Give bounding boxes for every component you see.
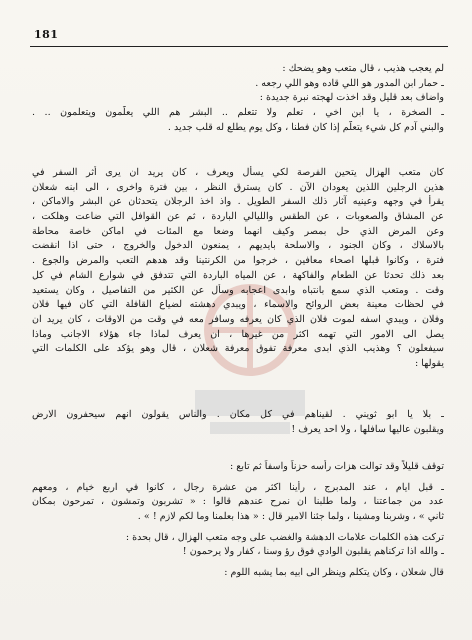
- header-rule: [30, 46, 448, 47]
- text-line: وفلان ، ويبدي اسفه لموت فلان الذي كان يعرفه وسافر معه في وقت من الاوقات ، كان يريد ان: [32, 313, 444, 325]
- text-line: يقولها :: [414, 357, 444, 369]
- text-line: ـ والله اذا تركناهم يقلبون الوادي فوق رؤ وسنا ، كفار ولا يرحمون !: [182, 546, 444, 558]
- text-line: ـ قبل ايام ، عند المدبرج ، رأينا اكثر من عشرة رجال ، كانوا في اربع خيام ، ومعهم: [32, 481, 444, 493]
- text-line: والبني آدم كل شيء يتعلّم إذا كان فطنا ، وكل يوم يطلع له قلب جديد .: [167, 121, 444, 133]
- text-line: ثاني » ، وشربنا ومشينا ، ولما جئنا الامير قال : « هذا بعلمنا وما لكم لازم ! » .: [137, 511, 444, 523]
- text-line: وقت . ومتعب الذي سمع بانتباه وابدى اعجابه وسأل عن الكثير من التفاصيل ، وكان يستعيد: [32, 284, 444, 296]
- text-line: لم يعجب هذيب ، قال متعب وهو يضحك :: [282, 63, 444, 74]
- dialogue-block-opening: [32, 62, 444, 135]
- text-line: ـ الصخرة ، يا ابن اخي ، تعلم ولا تتعلم .. البشر هم اللي يعلّمون ويتعلمون .. .: [32, 107, 444, 119]
- text-line: ويقلبون عاليها سافلها ، ولا احد يعرف !: [291, 423, 444, 435]
- text-line: يصل الى الامور التي تهمه اكثر من غيرها ، ان يعرف لماذا جاء هؤلاء الاجانب وماذا: [32, 328, 444, 340]
- text-line: سيفعلون ؟ وهذيب الذي ابدى معرفة تفوق معرفة شعلان ، قال وهو يؤكد على الكلمات التي: [32, 343, 444, 355]
- text-line: عن المشاق والصعوبات ، عن الطقس والليالي الباردة ، ثم عن القوافل التي ضاعت وهلكت ،: [32, 211, 444, 223]
- dialogue-block-closing: [32, 460, 444, 581]
- page-number: 181: [34, 28, 59, 41]
- text-line: كان متعب الهزال يتحين الفرصة لكي يسأل ويعرف ، كان يريد ان يرى أثر السفر في: [32, 167, 444, 178]
- dialogue-block-hadheeb: [32, 408, 444, 437]
- text-line: وعن المرض الذي حل بمصر وكيف انهما وضعا مع المئات في اماكن خاصة محاطة: [32, 225, 444, 237]
- text-line: فترة ، وكانوا قبلها اصحاء معافين ، خرجوا من الكرنتينا وقد هدهم التعب والمرض والجوع .: [32, 255, 444, 267]
- narrative-paragraph: [32, 166, 444, 372]
- text-line: واضاف بعد قليل وقد اخذت لهجته نبرة جديدة :: [259, 92, 444, 104]
- text-line: عدد من جماعتنا ، ولما طلبنا ان نمرح عندهم قالوا : « تشربون وتمشون ، تمرحون بمكان: [32, 496, 444, 508]
- text-line: بالاسلاك ، وكان الجنود ، والاسلحة بايديهم ، يمنعون الدخول والخروج ، حتى اذا انقضت: [32, 240, 444, 252]
- text-line: يقرأ في وجهه وعينيه آثار ذلك السفر الطويل . واذ اخذ الرجلان يتحدثان عن البشر والاماكن ،: [32, 196, 444, 208]
- text-line: في لحظات معينة بعض الروائح والاسماء ، ويبدي دهشته لضياع القافلة التي كان فيها فلان: [32, 299, 444, 311]
- text-line: ـ بلا يا ابو ثويني . لقيناهم في كل مكان . والناس يقولون انهم سيحفرون الارض: [32, 409, 444, 420]
- text-line: ـ حمار ابن المدور هو اللي قاده وهو اللي رجعه .: [255, 77, 444, 89]
- text-line: قال شعلان ، وكان يتكلم وينظر الى ابيه بما يشبه اللوم :: [224, 567, 444, 579]
- text-line: تركت هذه الكلمات علامات الدهشة والغضب على وجه متعب الهزال ، قال بحدة :: [125, 531, 444, 543]
- text-line: توقف قليلاً وقد توالت هزات رأسه حزناً واسفاً ثم تابع :: [229, 461, 444, 472]
- text-line: هذين الرجلين اللذين يعودان الآن . كان يسترق النظر ، بين فترة واخرى ، الى ابنه شعلان: [32, 181, 444, 193]
- text-line: بعد ذلك تحدثا عن الطعام والفاكهة ، عن المياه الباردة التي تتدفق في شوارع الشام في كل: [32, 269, 444, 281]
